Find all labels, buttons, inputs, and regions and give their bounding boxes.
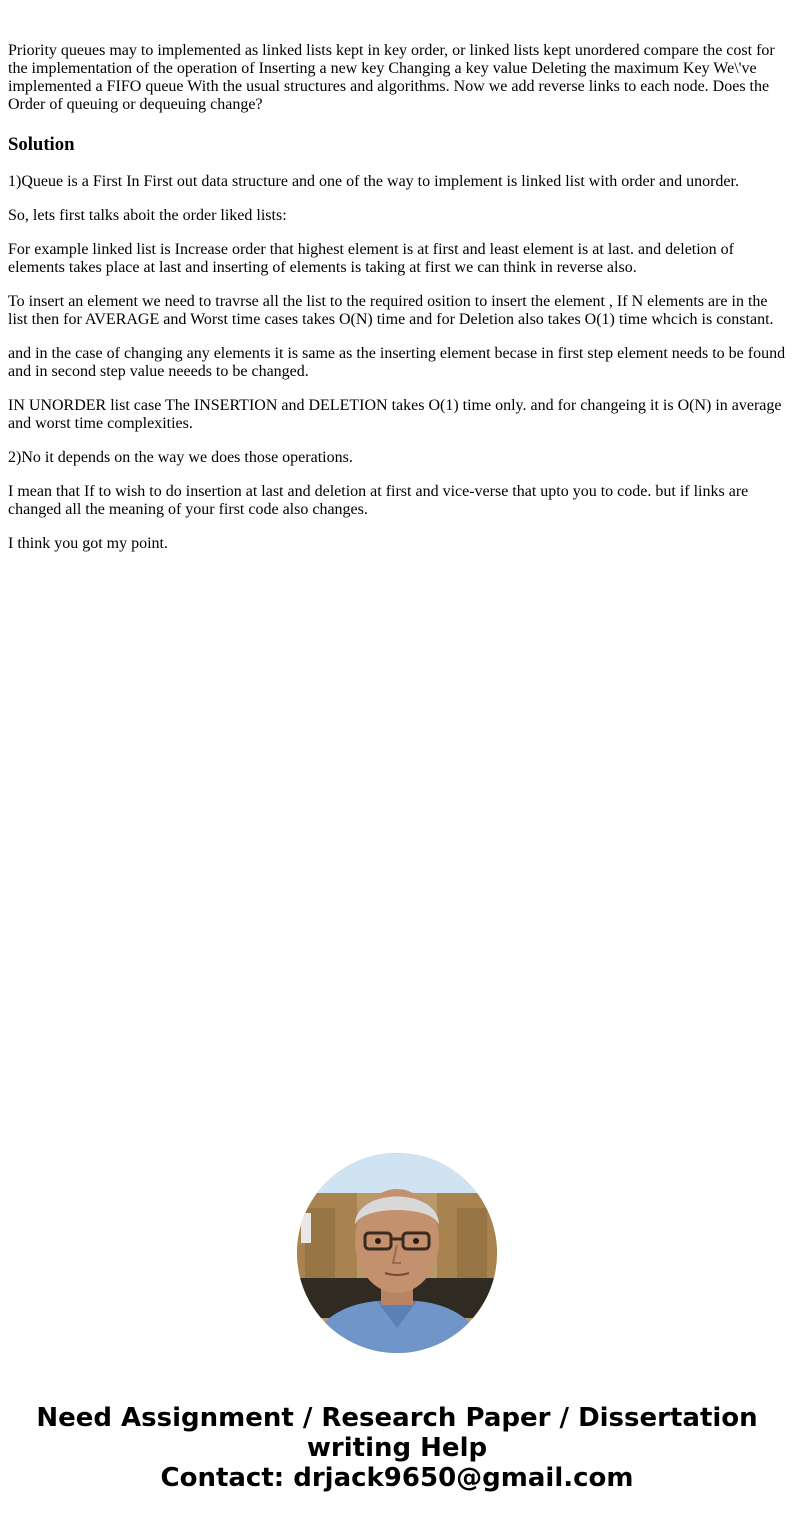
solution-paragraph: So, lets first talks aboit the order liked lists:	[8, 207, 287, 224]
solution-paragraph: 2)No it depends on the way we does those operations.	[8, 449, 353, 466]
article-content	[8, 42, 786, 569]
promo-line: Need Assignment / Research Paper / Dissertation	[36, 1403, 758, 1433]
promo-line: writing Help	[306, 1433, 488, 1463]
solution-heading: Solution	[8, 134, 75, 155]
solution-paragraph: I mean that If to wish to do insertion at last and deletion at first and vice-verse that upto you to code. but if links are changed all the meaning of your first code also changes.	[8, 483, 749, 518]
solution-paragraph: For example linked list is Increase order that highest element is at first and least element is at last. and deletion of elements takes place at last and inserting of elements is taking at first we can think in reverse also.	[8, 241, 735, 276]
author-avatar	[297, 1153, 497, 1353]
promo-contact: Contact: drjack9650@gmail.com	[160, 1463, 634, 1493]
solution-paragraph: and in the case of changing any elements it is same as the inserting element becase in first step element needs to be found and in second step value neeeds to be changed.	[8, 345, 786, 380]
promo-banner	[0, 1403, 794, 1493]
solution-paragraph: I think you got my point.	[8, 535, 168, 552]
solution-paragraph: 1)Queue is a First In First out data structure and one of the way to implement is linked list with order and unorder.	[8, 173, 739, 190]
solution-paragraph: IN UNORDER list case The INSERTION and DELETION takes O(1) time only. and for changeing it is O(N) in average and worst time complexities.	[8, 397, 782, 432]
solution-paragraph: To insert an element we need to travrse all the list to the required osition to insert the element , If N elements are in the list then for AVERAGE and Worst time cases takes O(N) time and for Deletion also takes O(1) time whcich is constant.	[8, 293, 774, 328]
question-text: Priority queues may to implemented as linked lists kept in key order, or linked lists kept unordered compare the cost for the implementation of the operation of Inserting a new key Changing a key value Deleting the maximum Key We\'ve implemented a FIFO queue With the usual structures and algorithms. Now we add reverse links to each node. Does the Order of queuing or dequeuing change?	[8, 42, 775, 113]
